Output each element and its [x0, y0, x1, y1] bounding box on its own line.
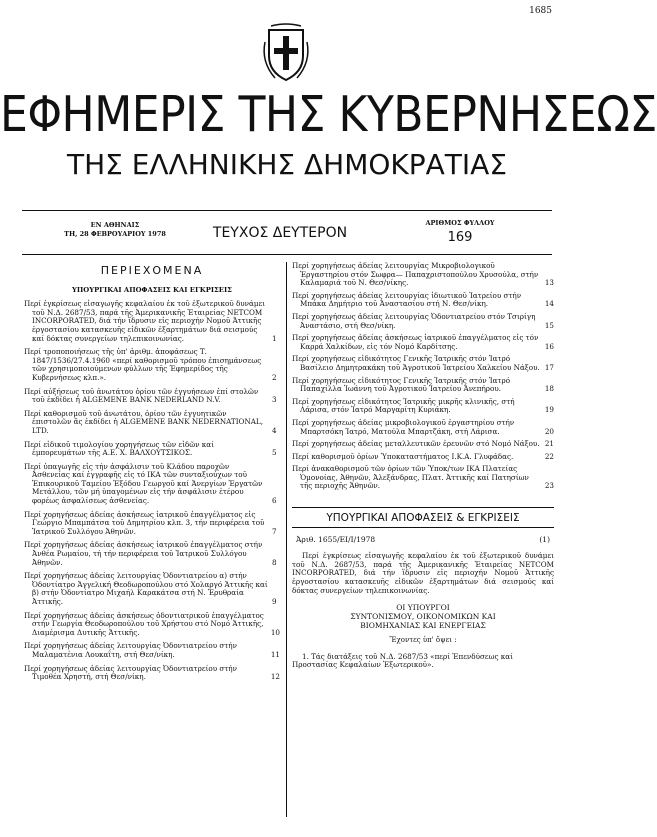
contents-entry [292, 377, 554, 394]
coat-of-arms-emblem [261, 22, 311, 84]
contents-right-list [292, 262, 554, 491]
contents-entry-text: Περί χορηγήσεως ἀδείας ἀσκήσεως ἰατρικοῦ ἐπαγγέλματος στήν Ἀνθέα Ρωμαίου, τή τήν περιφέρεια τοῦ Ἰατρικοῦ Συλλόγου Ἀθηνῶν. [24, 540, 263, 567]
contents-entry-text: Περί αὐξήσεως τοῦ ἀνωτάτου ὁρίου τῶν ἐγγυήσεων ἐπί στολῶν τοῦ ἐκδίδει ἡ ALGEMENE BANK NEDERLAND N.V. [24, 386, 259, 405]
issue-place-date [55, 221, 175, 239]
contents-section-heading: ΥΠΟΥΡΓΙΚΑΙ ΑΠΟΦΑΣΕΙΣ ΚΑΙ ΕΓΚΡΙΣΕΙΣ [72, 285, 232, 294]
decision-paragraph: Περί ἐγκρίσεως εἰσαγωγῆς κεφαλαίου ἐκ τοῦ ἐξωτερικοῦ δυνάμει τοῦ Ν.Δ. 2687/53, παρά τῆς Ἀμερικανικῆς Ἑταιρείας NETCOM INCORPORATED, διά τήν ἵδρυσιν εἰς περιοχήν Νομοῦ Ἀττικῆς ἐργοστασίου κατασκευῆς εἰδικῶν ἐξαρτημάτων διά σεισμούς καί δόκτας συνεργείων τηλεπικοινωνίας. [292, 551, 554, 595]
contents-entry: Περί τροποποιήσεως τῆς ὑπ' ἀριθμ. ἀποφάσεως Τ. 1847/1536/27.4.1960 «περί καθορισμοῦ τρόπου ἐπισημάνσεως τῶν χρησιμοποιούμενων φύλλων τῆς Ἐφημερίδος τῆς Κυβερνήσεως κλπ.». 2 [24, 347, 277, 382]
contents-entry-text: Περί χορηγήσεως ἀδείας λειτουργίας Ὀδοντιατρείου στήν Μαλαματένια Λουκαΐτη, στή Θεσ/νίκη. [24, 641, 237, 659]
contents-entry-text: Περί χορηγήσεως ἀδείας λειτουργίας ἰδιωτικοῦ Ἰατρείου στήν Μπάκα Δημήτριο τοῦ Ἀναστασίου στή Ν. Θεσ/νίκη. [292, 290, 522, 309]
contents-entry: Περί αὐξήσεως τοῦ ἀνωτάτου ὁρίου τῶν ἐγγυήσεων ἐπί στολῶν τοῦ ἐκδίδει ἡ ALGEMENE BANK NEDERLAND N.V. 3 [24, 386, 277, 405]
contents-entry-text: Περί χορηγήσεως ἀδείας μεταλλευτικῶν ἐρευνῶν στό Νομό Νάξου. [292, 439, 540, 449]
ministers-line-2: ΣΥΝΤΟΝΙΣΜΟΥ, ΟΙΚΟΝΟΜΙΚΩΝ ΚΑΙ [350, 612, 496, 622]
contents-entry [292, 313, 554, 330]
contents-entry [292, 398, 554, 415]
contents-entry-text: Περί χορηγήσεως ἀδείας ἀσκήσεως ἰατρικοῦ ἐπαγγέλματος εἰς Γεώργιο Μπαμπάτσα τοῦ Δημητρίου κλπ. 3, τήν περιφέρεια τοῦ Ἰατρικοῦ Συλλόγου Ἀθηνῶν. [24, 509, 265, 536]
contents-left-column [24, 262, 280, 687]
contents-entry-text: Περί χορηγήσεως ἀδείας ἀσκήσεως ἰατρικοῦ ἐπαγγέλματος εἰς τόν Καρρά Χαλκίδων, εἰς τόν Νομό Καρδίτσης. [292, 333, 539, 351]
contents-entry-text: Περί χορηγήσεως ἀδείας λειτουργίας Ὀδοντιατρείου στόν Τσιρίγη Ἀναστάσιο, στή Θεσ/νίκη. [292, 311, 536, 330]
contents-entry-text: Περί ὑπαγωγῆς εἰς τήν ἀσφάλισιν τοῦ Κλάδου παροχῶν Ἀσθενείας καί ἐγγραφῆς εἰς τό ΙΚΑ τῶν συνταξιούχων τοῦ Ἐπικουρικοῦ Ταμείου Ἐξόδου Γεωργοῦ καί Ἀνεργίων Ἐργατῶν Μετάλλου, τῶν μή ὑπαγομένων εἰς τήν ἀσφάλισιν ἑτέρου φορέως ἀσφαλίσεως ἀσθενείας. [24, 461, 263, 506]
issue-date: ΤΗ, 28 ΦΕΒΡΟΥΑΡΙΟΥ 1978 [64, 230, 166, 238]
decision-reference [292, 536, 554, 545]
contents-entry [292, 453, 554, 462]
contents-entry: Περί καθορισμοῦ τοῦ ἀνωτάτου, ὁρίου τῶν ἐγγυητικῶν ἐπιστολῶν ἅς ἐκδίδει ἡ ALGEMENE BANK NEDERNATIONAL, LTD. 4 [24, 408, 277, 435]
contents-entry [292, 262, 554, 288]
contents-left-list [24, 300, 280, 682]
given-line: Ἔχοντες ὑπ' ὄψει : [389, 636, 457, 645]
masthead-divider [22, 210, 552, 211]
contents-entry-text: Περί ἀνακαθορισμοῦ τῶν ὁρίων τῶν Ὑποκ/των ΙΚΑ Πλατείας Ὁμονοίας, Ἀθηνῶν, Ἀλεξάνδρας, Πλατ. Ἀττικῆς καί Πατησίων τῆς περιοχῆς Ἀθηνῶν. [292, 464, 529, 491]
info-divider [22, 254, 552, 255]
contents-entry: Περί ἐγκρίσεως εἰσαγωγῆς κεφαλαίου ἐκ τοῦ ἐξωτερικοῦ δυνάμει τοῦ Ν.Δ. 2687/53, παρά τῆς Ἀμερικανικῆς Ἑταιρείας NETCOM INCORPORATED, διά τήν ἵδρυσιν εἰς περιοχήν Νομοῦ Ἀττικῆς ἐργοστασίου κατασκευῆς εἰδικῶν ἐξαρτημάτων διά σεισμούς καί δόκτας συνεργείων τηλεπικοινωνίας. 1 [24, 299, 277, 343]
contents-entry-page: 19 [544, 405, 554, 415]
contents-entry: Περί εἰδικοῦ τιμολογίου χορηγήσεως τῶν εἰδῶν καί ἐμπορευμάτων τῆς Α.Ε. Χ. ΒΑΛΧΟΥΤΣΙΚΟΣ. 5 [24, 439, 277, 458]
contents-entry [292, 334, 554, 351]
contents-entry-text: Περί εἰδικοῦ τιμολογίου χορηγήσεως τῶν εἰδῶν καί ἐμπορευμάτων τῆς Α.Ε. Χ. ΒΑΛΧΟΥΤΣΙΚΟΣ. [24, 439, 214, 458]
contents-entry-text: Περί καθορισμοῦ ὁρίων Ὑποκαταστήματος Ι.Κ.Α. Γλυφάδας. [292, 451, 514, 461]
contents-entry-page: 12 [270, 672, 280, 682]
contents-entry-page: 10 [270, 627, 280, 637]
contents-entry: Περί χορηγήσεως ἀδείας λειτουργίας Ὀδοντιατρείου α) στήν Ὀδοντίατρο Ἀγγελική Θεοδωροπούλου στό Χολαργό Ἀττικῆς καί β) στήν Ὀδοντίατρο Μιχαήλ Καρακάτσα στή Ν. Ἐρυθραία Ἀττικῆς. 9 [24, 571, 277, 606]
contents-entry [292, 419, 554, 436]
contents-entry [24, 612, 280, 638]
contents-entry-text: Περί χορηγήσεως ἀδείας μικροβιολογικοῦ ἐργαστηρίου στήν Μπαρτσόκη Ἰατρό, Ματούλα Μπαρτζάκη, στή Λάρισα. [292, 417, 515, 436]
sheet-number: 169 [447, 230, 473, 245]
contents-entry-text: Περί ἐγκρίσεως εἰσαγωγῆς κεφαλαίου ἐκ τοῦ ἐξωτερικοῦ δυνάμει τοῦ Ν.Δ. 2687/53, παρά τῆς Ἀμερικανικῆς Ἑταιρείας NETCOM INCORPORATED, διά τήν ἵδρυσιν εἰς περιοχήν Νομοῦ Ἀττικῆς ἐργοστασίου κατασκευῆς εἰδικῶν ἐξαρτημάτων διά σεισμούς καί δόκτας συνεργείων τηλεπικοινωνίας. [24, 299, 266, 343]
contents-entry-page: 22 [544, 451, 554, 461]
contents-entry-page: 18 [544, 384, 554, 394]
ministers-line-3: ΒΙΟΜΗΧΑΝΙΑΣ ΚΑΙ ΕΝΕΡΓΕΙΑΣ [360, 621, 486, 631]
issue-place: ΕΝ ΑΘΗΝΑΙΣ [90, 221, 140, 229]
contents-entry-text: Περί καθορισμοῦ τοῦ ἀνωτάτου, ὁρίου τῶν ἐγγυητικῶν ἐπιστολῶν ἅς ἐκδίδει ἡ ALGEMENE BANK NEDERNATIONAL, LTD. [24, 408, 263, 435]
contents-entry: Περί χορηγήσεως ἀδείας ἀσκήσεως ἰατρικοῦ ἐπαγγέλματος εἰς Γεώργιο Μπαμπάτσα τοῦ Δημητρίου κλπ. 3, τήν περιφέρεια τοῦ Ἰατρικοῦ Συλλόγου Ἀθηνῶν. 7 [24, 509, 277, 536]
contents-entry [292, 465, 554, 491]
contents-entry-text: Περί χορηγήσεως εἰδικότητος Ἰατρικῆς μικρῆς κλινικῆς, στή Λάρισα, στόν Ἰατρό Μαργαρίτη Κυριάκη. [292, 396, 515, 415]
contents-entry-page: 13 [544, 278, 554, 288]
article-1: 1. Τάς διατάξεις τοῦ Ν.Δ. 2687/53 «περί Ἐπενδύσεως καί Προστασίας Κεφαλαίων Ἐξωτερικοῦ». [292, 651, 513, 670]
contents-entry [24, 665, 280, 682]
page-number: 1685 [529, 6, 552, 16]
column-divider [286, 262, 287, 817]
ministers-block [292, 603, 554, 630]
contents-right-column [292, 262, 554, 670]
contents-entry [292, 355, 554, 372]
decision-ref-number: (1) [539, 534, 550, 544]
contents-entry-text: Περί χορηγήσεως εἰδικότητος Γενικῆς Ἰατρικῆς στόν Ἰατρό Βασίλειο Δημητρακάκη τοῦ Ἀγροτικοῦ Ἰατρείου Χαλκείου Νάξου. [292, 354, 540, 372]
contents-entry-text: Περί χορηγήσεως εἰδικότητος Γενικῆς Ἰατρικῆς στόν Ἰατρό Παπαχίλλα Ἰωάννη τοῦ Ἀγροτικοῦ Ἰατρείου Ἀνεπήρου. [292, 375, 511, 394]
contents-entry-text: Περί χορηγήσεως ἀδείας λειτουργίας Ὀδοντιατρείου στήν Τιμοθέα Χρηστή, στή Θεσ/νίκη. [24, 663, 237, 682]
contents-entry [292, 292, 554, 309]
contents-entry-page: 21 [544, 439, 554, 449]
contents-entry-page: 17 [544, 362, 554, 372]
decisions-divider [292, 527, 554, 528]
gazette-title: ΕΦΗΜΕΡΙΣ ΤΗΣ ΚΥΒΕΡΝΗΣΕΩΣ [0, 86, 657, 143]
contents-entry-text: Περί τροποποιήσεως τῆς ὑπ' ἀριθμ. ἀποφάσεως Τ. 1847/1536/27.4.1960 «περί καθορισμοῦ τρόπου ἐπισημάνσεως τῶν χρησιμοποιούμενων φύλλων τῆς Ἐφημερίδος τῆς Κυβερνήσεως κλπ.». [24, 347, 262, 382]
contents-entry-text: Περί χορηγήσεως ἀδείας λειτουργίας Μικροβιολογικοῦ Ἐργαστηρίου στόν Σωφρα— Παπαχριστοπούλου Χρυσούλα, στήν Καλαμαριά τοῦ Ν. Θεσ/νίκης. [292, 261, 539, 288]
sheet-number-block [410, 219, 510, 245]
contents-entry-page: 20 [544, 426, 554, 436]
sheet-label: ΑΡΙΘΜΟΣ ΦΥΛΛΟΥ [425, 219, 495, 227]
decisions-heading: ΥΠΟΥΡΓΙΚΑΙ ΑΠΟΦΑΣΕΙΣ & ΕΓΚΡΙΣΕΙΣ [292, 507, 554, 523]
contents-title: ΠΕΡΙΕΧΟΜΕΝΑ [100, 264, 204, 277]
contents-entry-text: Περί χορηγήσεως ἀδείας λειτουργίας Ὀδοντιατρείου α) στήν Ὀδοντίατρο Ἀγγελική Θεοδωροπούλου στό Χολαργό Ἀττικῆς καί β) στήν Ὀδοντίατρο Μιχαήλ Καρακάτσα στή Ν. Ἐρυθραία Ἀττικῆς. [24, 571, 268, 606]
contents-entry-page: 23 [544, 481, 554, 491]
contents-entry-text: Περί χορηγήσεως ἀδείας ἀσκήσεως ὀδοντιατρικοῦ ἐπαγγέλματος στήν Γεωργία Θεοδωροπούλου τοῦ Χρήστου στό Νομό Ἀττικῆς, Διαμέρισμα Δυτικῆς Ἀττικῆς. [24, 610, 264, 637]
contents-entry-page: 16 [544, 341, 554, 351]
contents-entry [292, 440, 554, 449]
contents-entry: Περί χορηγήσεως ἀδείας ἀσκήσεως ἰατρικοῦ ἐπαγγέλματος στήν Ἀνθέα Ρωμαίου, τή τήν περιφέρεια τοῦ Ἰατρικοῦ Συλλόγου Ἀθηνῶν. 8 [24, 540, 277, 567]
issue-series: ΤΕΥΧΟΣ ΔΕΥΤΕΡΟΝ [212, 225, 348, 241]
decision-ref: Ἀριθ. 1655/ΕΙ/Ι/1978 [296, 534, 376, 544]
contents-entry-page: 11 [270, 649, 280, 659]
contents-entry-page: 14 [544, 299, 554, 309]
contents-entry-page: 15 [544, 320, 554, 330]
contents-entry [24, 642, 280, 659]
ministers-line-1: ΟΙ ΥΠΟΥΡΓΟΙ [396, 603, 450, 613]
contents-entry: Περί ὑπαγωγῆς εἰς τήν ἀσφάλισιν τοῦ Κλάδου παροχῶν Ἀσθενείας καί ἐγγραφῆς εἰς τό ΙΚΑ τῶν συνταξιούχων τοῦ Ἐπικουρικοῦ Ταμείου Ἐξόδου Γεωργοῦ καί Ἀνεργίων Ἐργατῶν Μετάλλου, τῶν μή ὑπαγομένων εἰς τήν ἀσφάλισιν ἑτέρου φορέως ἀσφαλίσεως ἀσθενείας. 6 [24, 461, 277, 506]
gazette-subtitle: ΤΗΣ ΕΛΛΗΝΙΚΗΣ ΔΗΜΟΚΡΑΤΙΑΣ [66, 148, 508, 181]
